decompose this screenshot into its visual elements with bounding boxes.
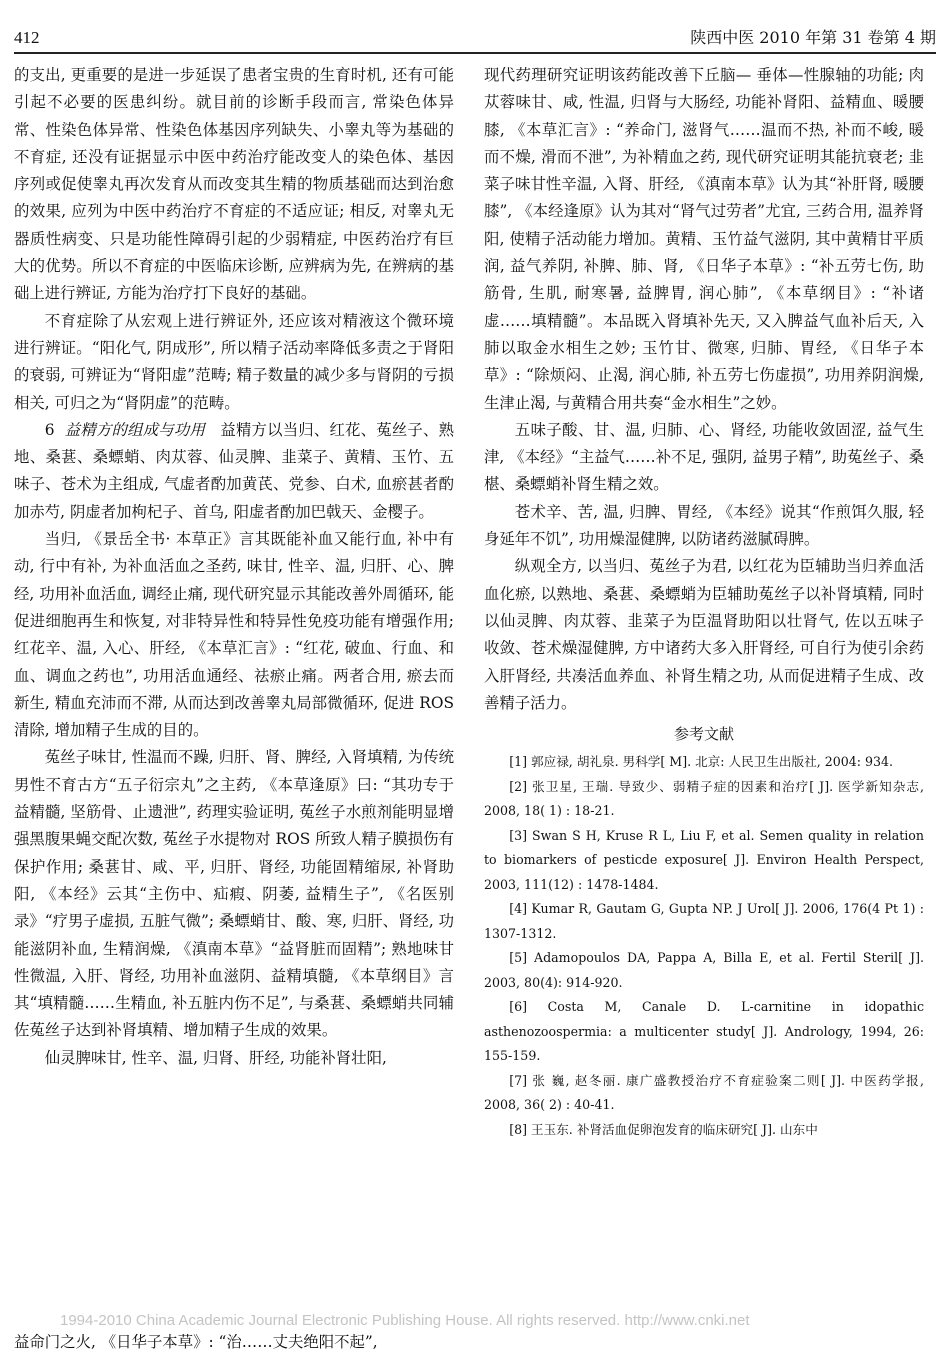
reference-item: [5] Adamopoulos DA, Pappa A, Billa E, et al. Fertil Steril[ J]. 2003, 80(4): 914-920. (484, 950, 924, 990)
reference-item: [6] Costa M, Canale D. L-carnitine in idopathic asthenozoospermia: a multicenter study[ J]. Andrology, 1994, 26: 155-159. (484, 999, 924, 1064)
page-number: 412 (14, 28, 40, 47)
right-column (484, 62, 924, 1142)
reference-item: [3] Swan S H, Kruse R L, Liu F, et al. Semen quality in relation to biomarkers of pesticde exposure[ J]. Environ Health Perspect, 2003, 111(12) : 1478-1484. (484, 827, 924, 892)
journal-title: 陕西中医 2010 年第 31 卷第 4 期 (690, 28, 936, 47)
section-6-paragraph (14, 417, 454, 526)
paragraph: 菟丝子味甘, 性温而不躁, 归肝、肾、脾经, 入肾填精, 为传统男性不育古方“五子衍宗丸”之主药, 《本草逢原》曰: “其功专于益精髓, 坚筋骨、止遗泄”, 药理实验证明, 菟丝子水煎剂能明显增强黑腹果蝇交配次数, 菟丝子水提物对 ROS 所致人精子膜损伤有保护作用; 桑葚甘、咸、平, 归肝、肾经, 功能固精缩尿, 补肾助阳, 《本经》云其“主伤中、疝瘕、阴萎, 益精生子”, 《名医别录》“疗男子虚损, 五脏气微”; 桑螵蛸甘、酸、寒, 归肝、肾经, 功能滋阴补血, 生精润燥, 《滇南本草》“益肾脏而固精”; 熟地味甘性微温, 入肝、肾经, 功用补血滋阴、益精填髓, 《本草纲目》言其“填精髓……生精血, 补五脏内伤不足”, 与桑葚、桑螵蛸共同辅佐菟丝子达到补肾填精、增加精子生成的效果。 (14, 748, 454, 1040)
reference-item: [8] 王玉东. 补肾活血促卵泡发育的临床研究[ J]. 山东中 (509, 1121, 818, 1137)
page-header (14, 14, 936, 54)
paragraph: 仙灵脾味甘, 性辛、温, 归肾、肝经, 功能补肾壮阳, (44, 1048, 387, 1067)
reference-item: [4] Kumar R, Gautam G, Gupta NP. J Urol[ J]. 2006, 176(4 Pt 1) : 1307-1312. (484, 901, 924, 941)
paragraph: 现代药理研究证明该药能改善下丘脑— 垂体—性腺轴的功能; 肉苁蓉味甘、咸, 性温, 归肾与大肠经, 功能补肾阳、益精血、暖腰膝, 《本草汇言》: “养命门, 滋肾气……温而不热, 补而不峻, 暖而不燥, 滑而不泄”, 为补精血之药, 现代研究证明其能抗衰老; 韭菜子味甘性辛温, 入肾、肝经, 《滇南本草》认为其“补肝肾, 暖腰膝”, 《本经逢原》认为其对“肾气过劳者”尤宜, 三药合用, 温养肾阳, 使精子活动能力增加。黄精、玉竹益气滋阴, 其中黄精甘平质润, 益气养阴, 补脾、肺、肾, 《日华子本草》: “补五劳七伤, 助筋骨, 生肌, 耐寒暑, 益脾胃, 润心肺”, 《本草纲目》: “补诸虚……填精髓”。本品既入肾填补先天, 又入脾益气血补后天, 入肺以取金水相生之妙; 玉竹甘、微寒, 归肺、胃经, 《日华子本草》: “除烦闷、止渴, 润心肺, 补五劳七伤虚损”, 功用养阴润燥, 生津止渴, 与黄精合用共奏“金水相生”之妙。 (484, 66, 924, 412)
paragraph: 的支出, 更重要的是进一步延误了患者宝贵的生育时机, 还有可能引起不必要的医患纠纷。就目前的诊断手段而言, 常染色体异常、性染色体异常、性染色体基因序列缺失、小睾丸等为基础的不育症, 还没有证据显示中医中药治疗能改变人的染色体、基因序列或促使睾丸再次发育从而改变其生精的物质基础而达到治愈的效果, 应列为中医中药治疗不育症的不适应证; 相反, 对睾丸无器质性病变、只是功能性障碍引起的少弱精症, 中医药治疗有巨大的优势。所以不育症的中医临床诊断, 应辨病为先, 在辨病的基础上进行辨证, 方能为治疗打下良好的基础。 (14, 66, 454, 303)
paragraph: 不育症除了从宏观上进行辨证外, 还应该对精液这个微环境进行辨证。“阳化气, 阴成形”, 所以精子活动率降低多责之于肾阳的衰弱, 可辨证为“肾阳虚”范畴; 精子数量的减少多与肾阴的亏损相关, 可归之为“肾阴虚”的范畴。 (14, 311, 454, 412)
reference-item: [1] 郭应禄, 胡礼泉. 男科学[ M]. 北京: 人民卫生出版社, 2004: 934. (509, 754, 894, 770)
section-title: 益精方的组成与功用 (64, 420, 206, 439)
paragraph: 当归, 《景岳全书· 本草正》言其既能补血又能行血, 补中有动, 行中有补, 为补血活血之圣药, 味甘, 性辛、温, 归肝、心、脾经, 功用补血活血, 调经止痛, 现代研究显示其能改善外周循环, 能促进细胞再生和恢复, 对非特异性和特异性免疫功能有增强作用; 红花辛、温, 入心、肝经, 《本草汇言》: “红花, 破血、行血、和血、调血之药也”, 功用活血通经、祛瘀止痛。两者合用, 瘀去而新生, 精血充沛而不滞, 从而达到改善睾丸局部微循环, 促进 ROS 清除, 增加精子生成的目的。 (14, 530, 454, 740)
section-number: 6 (44, 420, 55, 439)
references-heading: 参考文献 (673, 725, 734, 744)
paragraph: 苍术辛、苦, 温, 归脾、胃经, 《本经》说其“作煎饵久服, 轻身延年不饥”, 功用燥湿健脾, 以防诸药滋腻碍脾。 (484, 502, 924, 549)
section-text: 益精方以当归、红花、菟丝子、熟地、桑葚、桑螵蛸、肉苁蓉、仙灵脾、韭菜子、黄精、玉竹、五味子、苍术为主组成, 气虚者酌加黄芪、党参、白术, 血瘀甚者酌加赤芍, 阴虚者加枸杞子、首乌, 阳虚者酌加巴戟天、金樱子。 (14, 420, 454, 521)
reference-item: [7] 张 巍, 赵冬丽. 康广盛教授治疗不育症验案二则[ J]. 中医药学报, 2008, 36( 2) : 40-41. (484, 1072, 924, 1113)
paragraph: 五味子酸、甘、温, 归肺、心、肾经, 功能收敛固涩, 益气生津, 《本经》“主益气……补不足, 强阴, 益男子精”, 助菟丝子、桑椹、桑螵蛸补肾生精之效。 (484, 420, 924, 494)
reference-item: [2] 张卫星, 王瑞. 导致少、弱精子症的因素和治疗[ J]. 医学新知杂志, 2008, 18( 1) : 18-21. (484, 778, 924, 819)
paragraph: 纵观全方, 以当归、菟丝子为君, 以红花为臣辅助当归养血活血化瘀, 以熟地、桑葚、桑螵蛸为臣辅助菟丝子以补肾填精, 同时以仙灵脾、肉苁蓉、韭菜子为臣温肾助阳以壮肾气, 佐以五味子收敛、苍术燥湿健脾, 方中诸药大多入肝肾经, 可自行为使引余药入肝肾经, 共凑活血养血、补肾生精之功, 从而促进精子生成、改善精子活力。 (484, 557, 924, 712)
bottom-line (14, 1330, 934, 1352)
reference-list (484, 750, 924, 1142)
copyright-watermark: 1994-2010 China Academic Journal Electronic Publishing House. All rights reserved. http://www.cnki.net (60, 1312, 750, 1329)
left-column (14, 62, 454, 1072)
bottom-left-text: 益命门之火, 《日华子本草》: “治……丈夫绝阳不起”, (14, 1333, 378, 1351)
